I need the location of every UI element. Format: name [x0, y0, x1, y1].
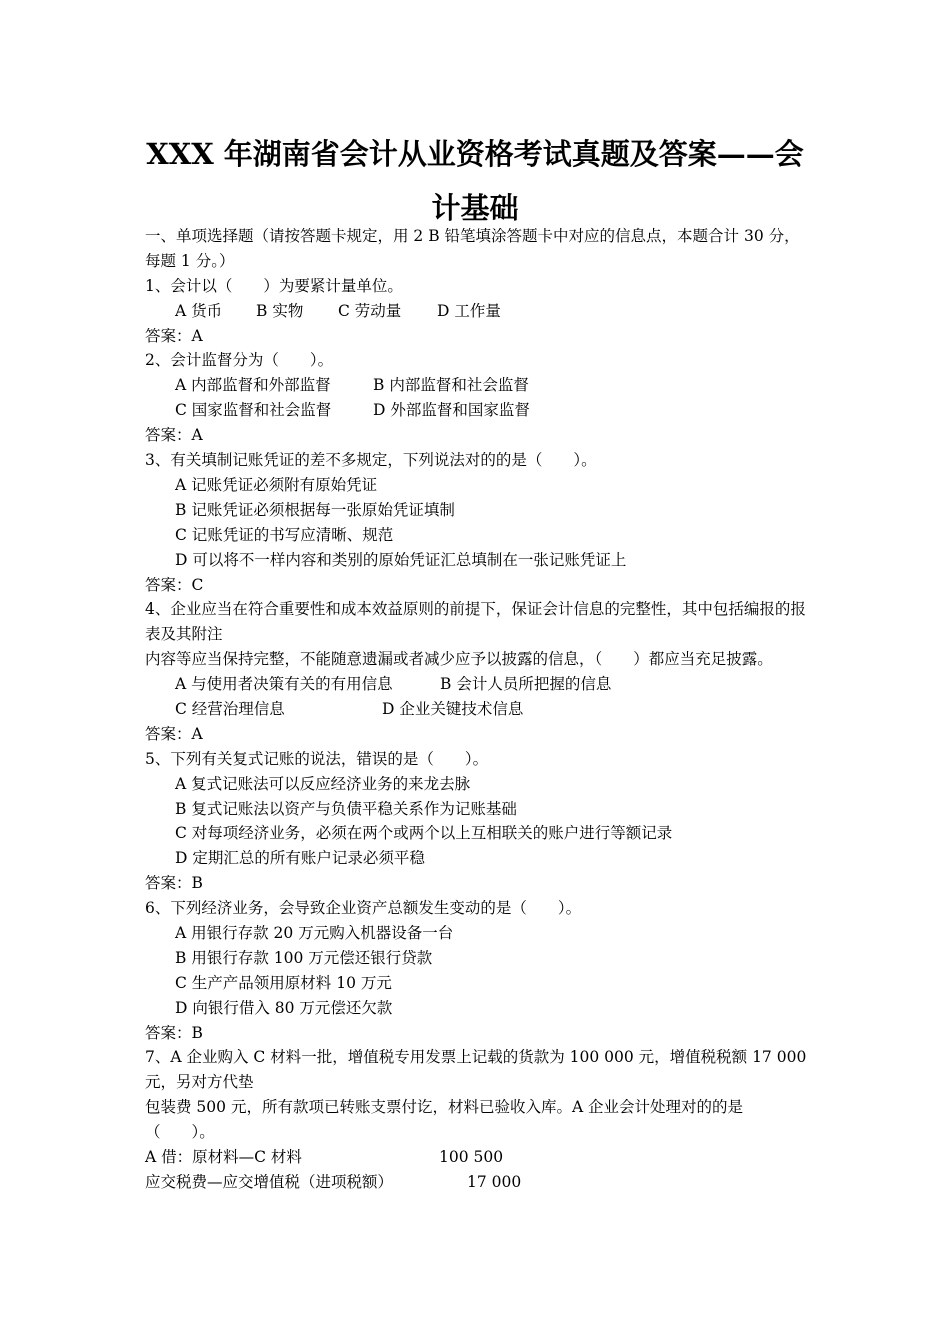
question-1-options: [145, 299, 810, 324]
question-1-option-d: D 工作量: [437, 301, 501, 320]
question-1-stem: 1、会计以（ ）为要紧计量单位。: [145, 276, 403, 295]
question-4-option-d: D 企业关键技术信息: [382, 700, 524, 718]
question-2-option-d: D 外部监督和国家监督: [373, 401, 530, 420]
title-line-1: XXX 年湖南省会计从业资格考试真题及答案——会: [146, 137, 804, 171]
question-2-option-b: B 内部监督和社会监督: [373, 376, 529, 395]
question-7-entry-2: [145, 1170, 810, 1195]
question-1-answer: 答案：A: [145, 326, 203, 345]
question-4-options-row-2: [145, 697, 810, 722]
question-1-option-a: A 货币: [175, 301, 223, 320]
question-4-option-a: A 与使用者决策有关的有用信息: [175, 675, 393, 694]
question-2-answer: 答案：A: [145, 426, 203, 445]
question-5-option-a: A 复式记账法可以反应经济业务的来龙去脉: [175, 774, 471, 793]
question-2-stem: 2、会计监督分为（ ）。: [145, 351, 334, 370]
question-7-entry-1-amount: 100 500: [439, 1148, 504, 1167]
question-2-options-row-1: [145, 373, 810, 398]
question-4-stem-part-2: 内容等应当保持完整，不能随意遗漏或者减少应予以披露的信息，（ ）都应当充足披露。: [145, 650, 773, 669]
question-2-option-a: A 内部监督和外部监督: [175, 376, 331, 395]
section-intro: 一、单项选择题（请按答题卡规定，用 2 B 铅笔填涂答题卡中对应的信息点，本题合计 30 分，每题 1 分。）: [145, 227, 800, 270]
question-7-entry-1-label: A 借：原材料—C 材料: [145, 1148, 302, 1167]
question-3-option-a: A 记账凭证必须附有原始凭证: [175, 475, 378, 494]
question-3-option-b: B 记账凭证必须根据每一张原始凭证填制: [175, 500, 455, 519]
question-3-stem: 3、有关填制记账凭证的差不多规定，下列说法对的的是（ ）。: [145, 451, 597, 470]
question-7-entry-2-label: 应交税费—应交增值税（进项税额）: [145, 1172, 394, 1191]
question-6-stem: 6、下列经济业务，会导致企业资产总额发生变动的是（ ）。: [145, 899, 582, 918]
question-1-option-b: B 实物: [256, 301, 304, 320]
question-7-stem-part-2: 包装费 500 元，所有款项已转账支票付讫，材料已验收入库。A 企业会计处理对的的是（ ）。: [145, 1098, 744, 1142]
question-5-option-c: C 对每项经济业务，必须在两个或两个以上互相联关的账户进行等额记录: [175, 824, 673, 843]
question-4-stem-part-1: 4、企业应当在符合重要性和成本效益原则的前提下，保证会计信息的完整性，其中包括编报的报表及其附注: [145, 600, 806, 644]
question-7-stem-part-1: 7、A 企业购入 C 材料一批，增值税专用发票上记载的货款为 100 000 元，增值税税额 17 000 元，另对方代垫: [145, 1048, 807, 1092]
title-line-2: 计基础: [431, 191, 519, 225]
question-4-options-row-1: [145, 672, 810, 697]
question-1-option-c: C 劳动量: [338, 301, 402, 320]
question-5-option-d: D 定期汇总的所有账户记录必须平稳: [175, 849, 425, 868]
document-title: [140, 127, 810, 235]
question-6-answer: 答案：B: [145, 1023, 203, 1042]
question-6-option-b: B 用银行存款 100 万元偿还银行贷款: [175, 948, 433, 967]
question-3-option-d: D 可以将不一样内容和类别的原始凭证汇总填制在一张记账凭证上: [175, 550, 627, 569]
question-5-answer: 答案：B: [145, 874, 203, 893]
question-2-option-c: C 国家监督和社会监督: [175, 401, 332, 420]
question-4-option-b: B 会计人员所把握的信息: [440, 675, 612, 694]
question-3-answer: 答案：C: [145, 575, 204, 594]
document-body: [145, 224, 810, 1195]
question-7-entry-2-amount: 17 000: [467, 1172, 522, 1191]
question-6-option-a: A 用银行存款 20 万元购入机器设备一台: [175, 924, 454, 943]
question-4-option-c: C 经营治理信息: [175, 700, 285, 718]
question-7-entry-1: [145, 1145, 810, 1170]
question-6-option-c: C 生产产品领用原材料 10 万元: [175, 973, 392, 992]
question-4-answer: 答案：A: [145, 724, 203, 743]
question-5-stem: 5、下列有关复式记账的说法，错误的是（ ）。: [145, 749, 489, 768]
question-2-options-row-2: [145, 398, 810, 423]
question-6-option-d: D 向银行借入 80 万元偿还欠款: [175, 998, 393, 1017]
question-5-option-b: B 复式记账法以资产与负债平稳关系作为记账基础: [175, 799, 517, 818]
question-3-option-c: C 记账凭证的书写应清晰、规范: [175, 525, 394, 544]
